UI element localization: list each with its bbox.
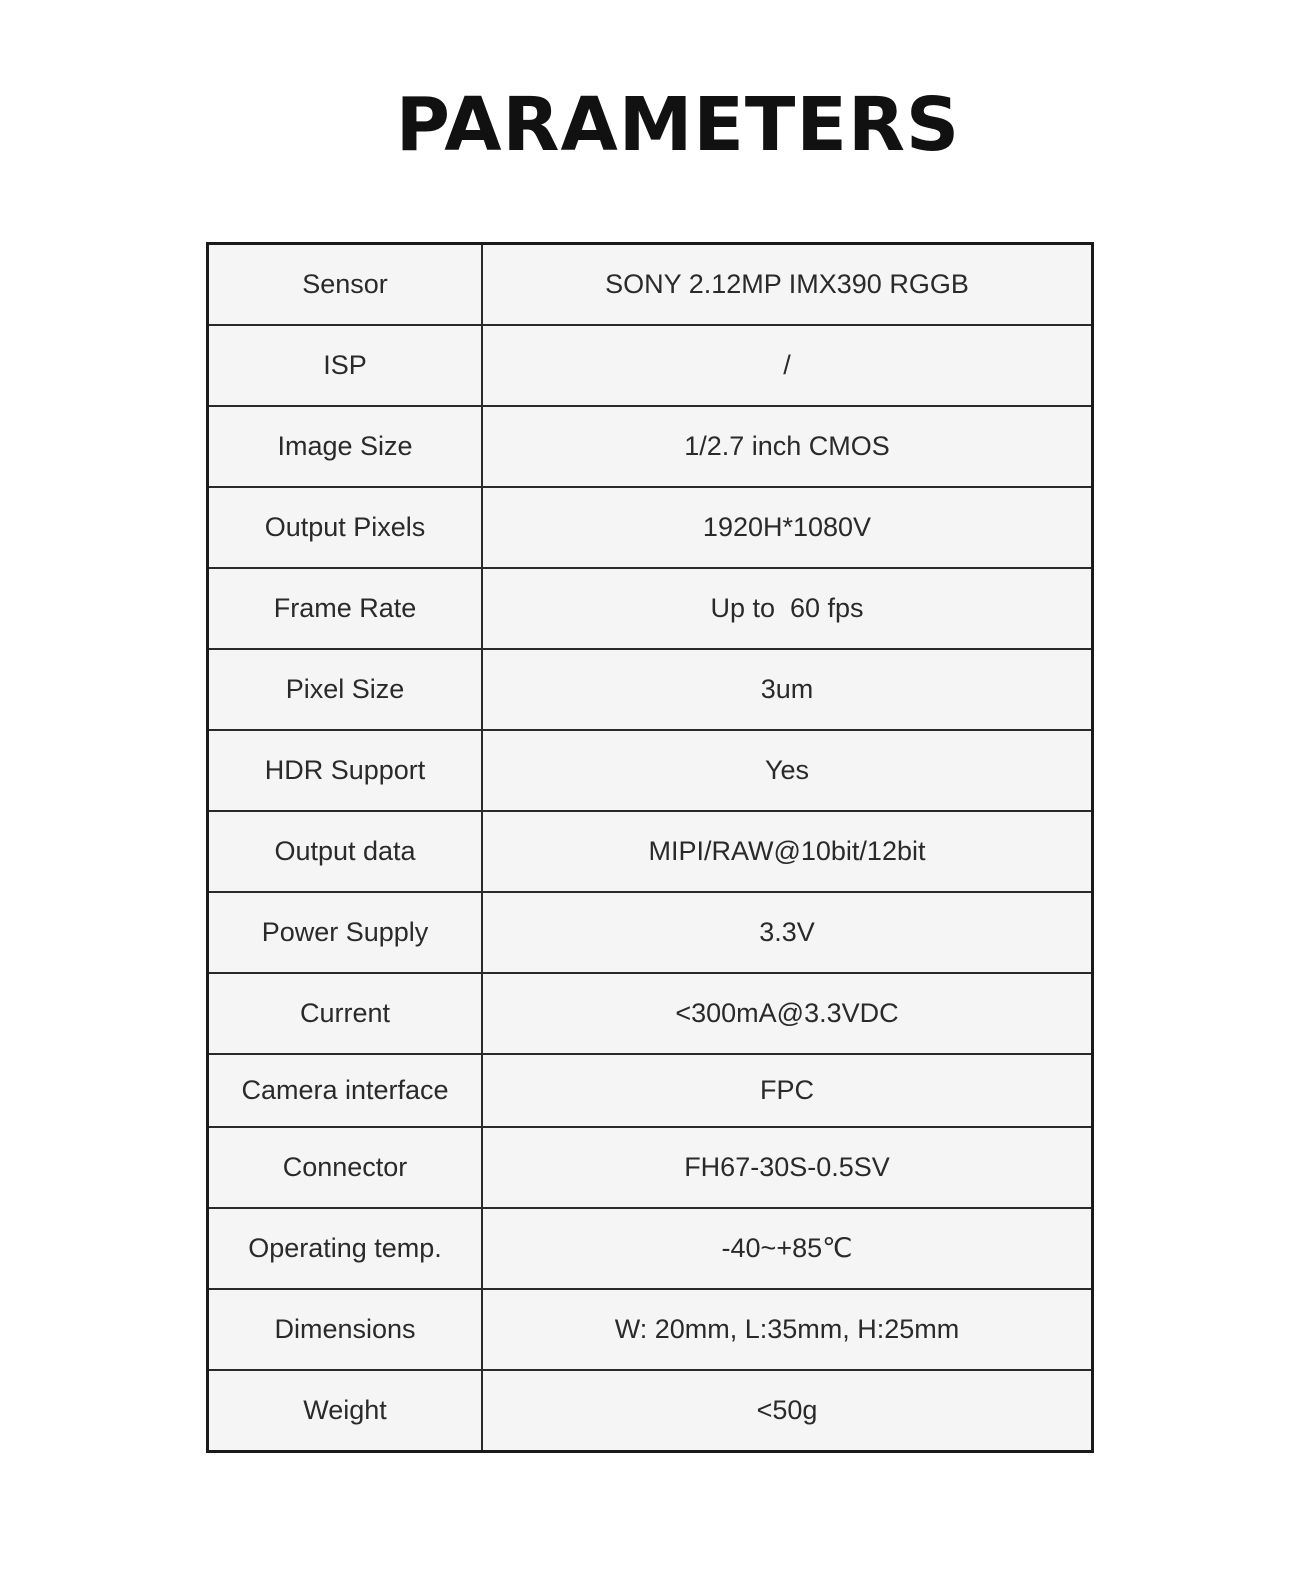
param-value: FPC	[482, 1054, 1093, 1127]
param-value: MIPI/RAW@10bit/12bit	[482, 811, 1093, 892]
parameters-table	[206, 242, 1094, 1453]
param-label: Sensor	[208, 244, 483, 326]
table-row	[208, 244, 1093, 326]
param-value: FH67-30S-0.5SV	[482, 1127, 1093, 1208]
table-row	[208, 811, 1093, 892]
table-row	[208, 1127, 1093, 1208]
page-title: PARAMETERS	[395, 82, 961, 168]
param-value: /	[482, 325, 1093, 406]
table-row	[208, 406, 1093, 487]
table-row	[208, 649, 1093, 730]
param-value: -40~+85℃	[482, 1208, 1093, 1289]
param-value: 1920H*1080V	[482, 487, 1093, 568]
table-row	[208, 568, 1093, 649]
param-label: ISP	[208, 325, 483, 406]
param-label: Power Supply	[208, 892, 483, 973]
table-row	[208, 487, 1093, 568]
param-label: Output data	[208, 811, 483, 892]
param-label: HDR Support	[208, 730, 483, 811]
param-value: SONY 2.12MP IMX390 RGGB	[482, 244, 1093, 326]
param-value: 3um	[482, 649, 1093, 730]
param-value: Up to 60 fps	[482, 568, 1093, 649]
table-row	[208, 892, 1093, 973]
param-label: Output Pixels	[208, 487, 483, 568]
table-row	[208, 1054, 1093, 1127]
param-label: Current	[208, 973, 483, 1054]
param-value: <50g	[482, 1370, 1093, 1452]
param-label: Weight	[208, 1370, 483, 1452]
param-value: 1/2.7 inch CMOS	[482, 406, 1093, 487]
param-label: Pixel Size	[208, 649, 483, 730]
param-value: <300mA@3.3VDC	[482, 973, 1093, 1054]
param-value: Yes	[482, 730, 1093, 811]
param-label: Camera interface	[208, 1054, 483, 1127]
param-label: Image Size	[208, 406, 483, 487]
param-label: Frame Rate	[208, 568, 483, 649]
table-row	[208, 1289, 1093, 1370]
param-label: Connector	[208, 1127, 483, 1208]
parameters-table-body	[208, 244, 1093, 1452]
table-row	[208, 1208, 1093, 1289]
table-row	[208, 325, 1093, 406]
table-row	[208, 1370, 1093, 1452]
table-row	[208, 973, 1093, 1054]
table-row	[208, 730, 1093, 811]
param-label: Operating temp.	[208, 1208, 483, 1289]
param-value: 3.3V	[482, 892, 1093, 973]
param-value: W: 20mm, L:35mm, H:25mm	[482, 1289, 1093, 1370]
param-label: Dimensions	[208, 1289, 483, 1370]
